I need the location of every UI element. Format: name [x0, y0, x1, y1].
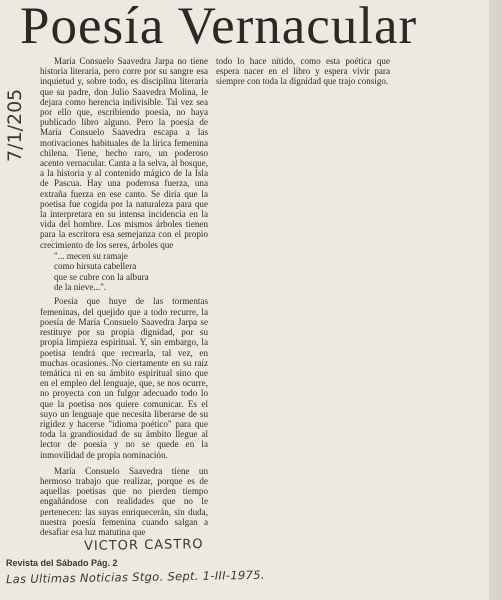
handwritten-author: VICTOR CASTRO	[83, 536, 204, 555]
handwritten-date: 7/1/205	[4, 88, 26, 162]
poem-line: "... mecen su ramaje	[54, 250, 128, 261]
poem-line: de la nieve...".	[54, 282, 107, 293]
paragraph: María Consuelo Saavedra tiene un hermoso trabajo que realizar, porque es de aquellas poetisas que no pierden tiempo engañándose con realidades que no le pertenecen: las suyas enriquecerán, sin duda, nuestra poesía femenina cuando salgan a desafiar esa luz matutina que	[40, 465, 208, 537]
scan-edge	[489, 0, 501, 600]
poem-quote	[54, 251, 208, 293]
paragraph: todo lo hace nítido, como esta poética que espera nacer en el libro y espera vivir para siempre con toda la dignidad que trajo consigo.	[216, 56, 390, 87]
source-label: Revista del Sábado Pág. 2	[6, 558, 118, 568]
handwritten-source: Las Ultimas Noticias Stgo. Sept. 1-III-1975.	[5, 567, 265, 587]
poem-line: como hirsuta cabellera	[54, 261, 137, 272]
paragraph: María Consuelo Saavedra Jarpa no tiene historia literaria, pero corre por su sangre esa inquietud y, sobre todo, es disciplina literaria que su padre, don Julio Saavedra Molina, le dejara como herencia indivisible. Tal vez sea por ello que, escribiendo poesía, no haya publicado libro alguno. Pero la poesía de María Consuelo Saavedra escapa a las motivaciones habituales de la lírica femenina chilena. Tiene, hecho raro, un poderoso acento vernacular. Canta a la selva, al bosque, a la historia y al contenido mágico de la Isla de Pascua. Hay una poderosa fuerza, una extraña fuerza en ese canto. Se diría que la poetisa fue cogida por la naturaleza para que la interpretara en su intensa incidencia en la vida del hombre. Los mismos árboles tienen para la escritora esa semejanza con el propio crecimiento de los seres, árboles que	[40, 56, 208, 250]
paragraph: Poesía que huye de las tormentas femeninas, del quejido que a todo recurre, la poesía de María Consuelo Saavedra Jarpa se restituye por su propia dignidad, por su propia limpieza espiritual. Y, sin embargo, la poetisa tendrá que recrearla, tal vez, en muchas ocasiones. No ciertamente en su raíz temática ni en su ámbito espiritual sino que en el empleo del lenguaje, que, se nos ocurre, no proyecta con un fulgor adecuado todo lo que la poetisa nos quiere comunicar. Es el suyo un lenguaje que necesita liberarse de su rigidez y hacerse "idioma poético" para que toda la grandiosidad de su ámbito llegue al lector de poesía y no se quede en la inmovilidad de propia nominación.	[40, 296, 208, 460]
article-title: Poesía Vernacular	[20, 0, 418, 55]
right-column	[216, 56, 390, 87]
left-column	[40, 56, 208, 537]
poem-line: que se cubre con la albura	[54, 271, 149, 282]
